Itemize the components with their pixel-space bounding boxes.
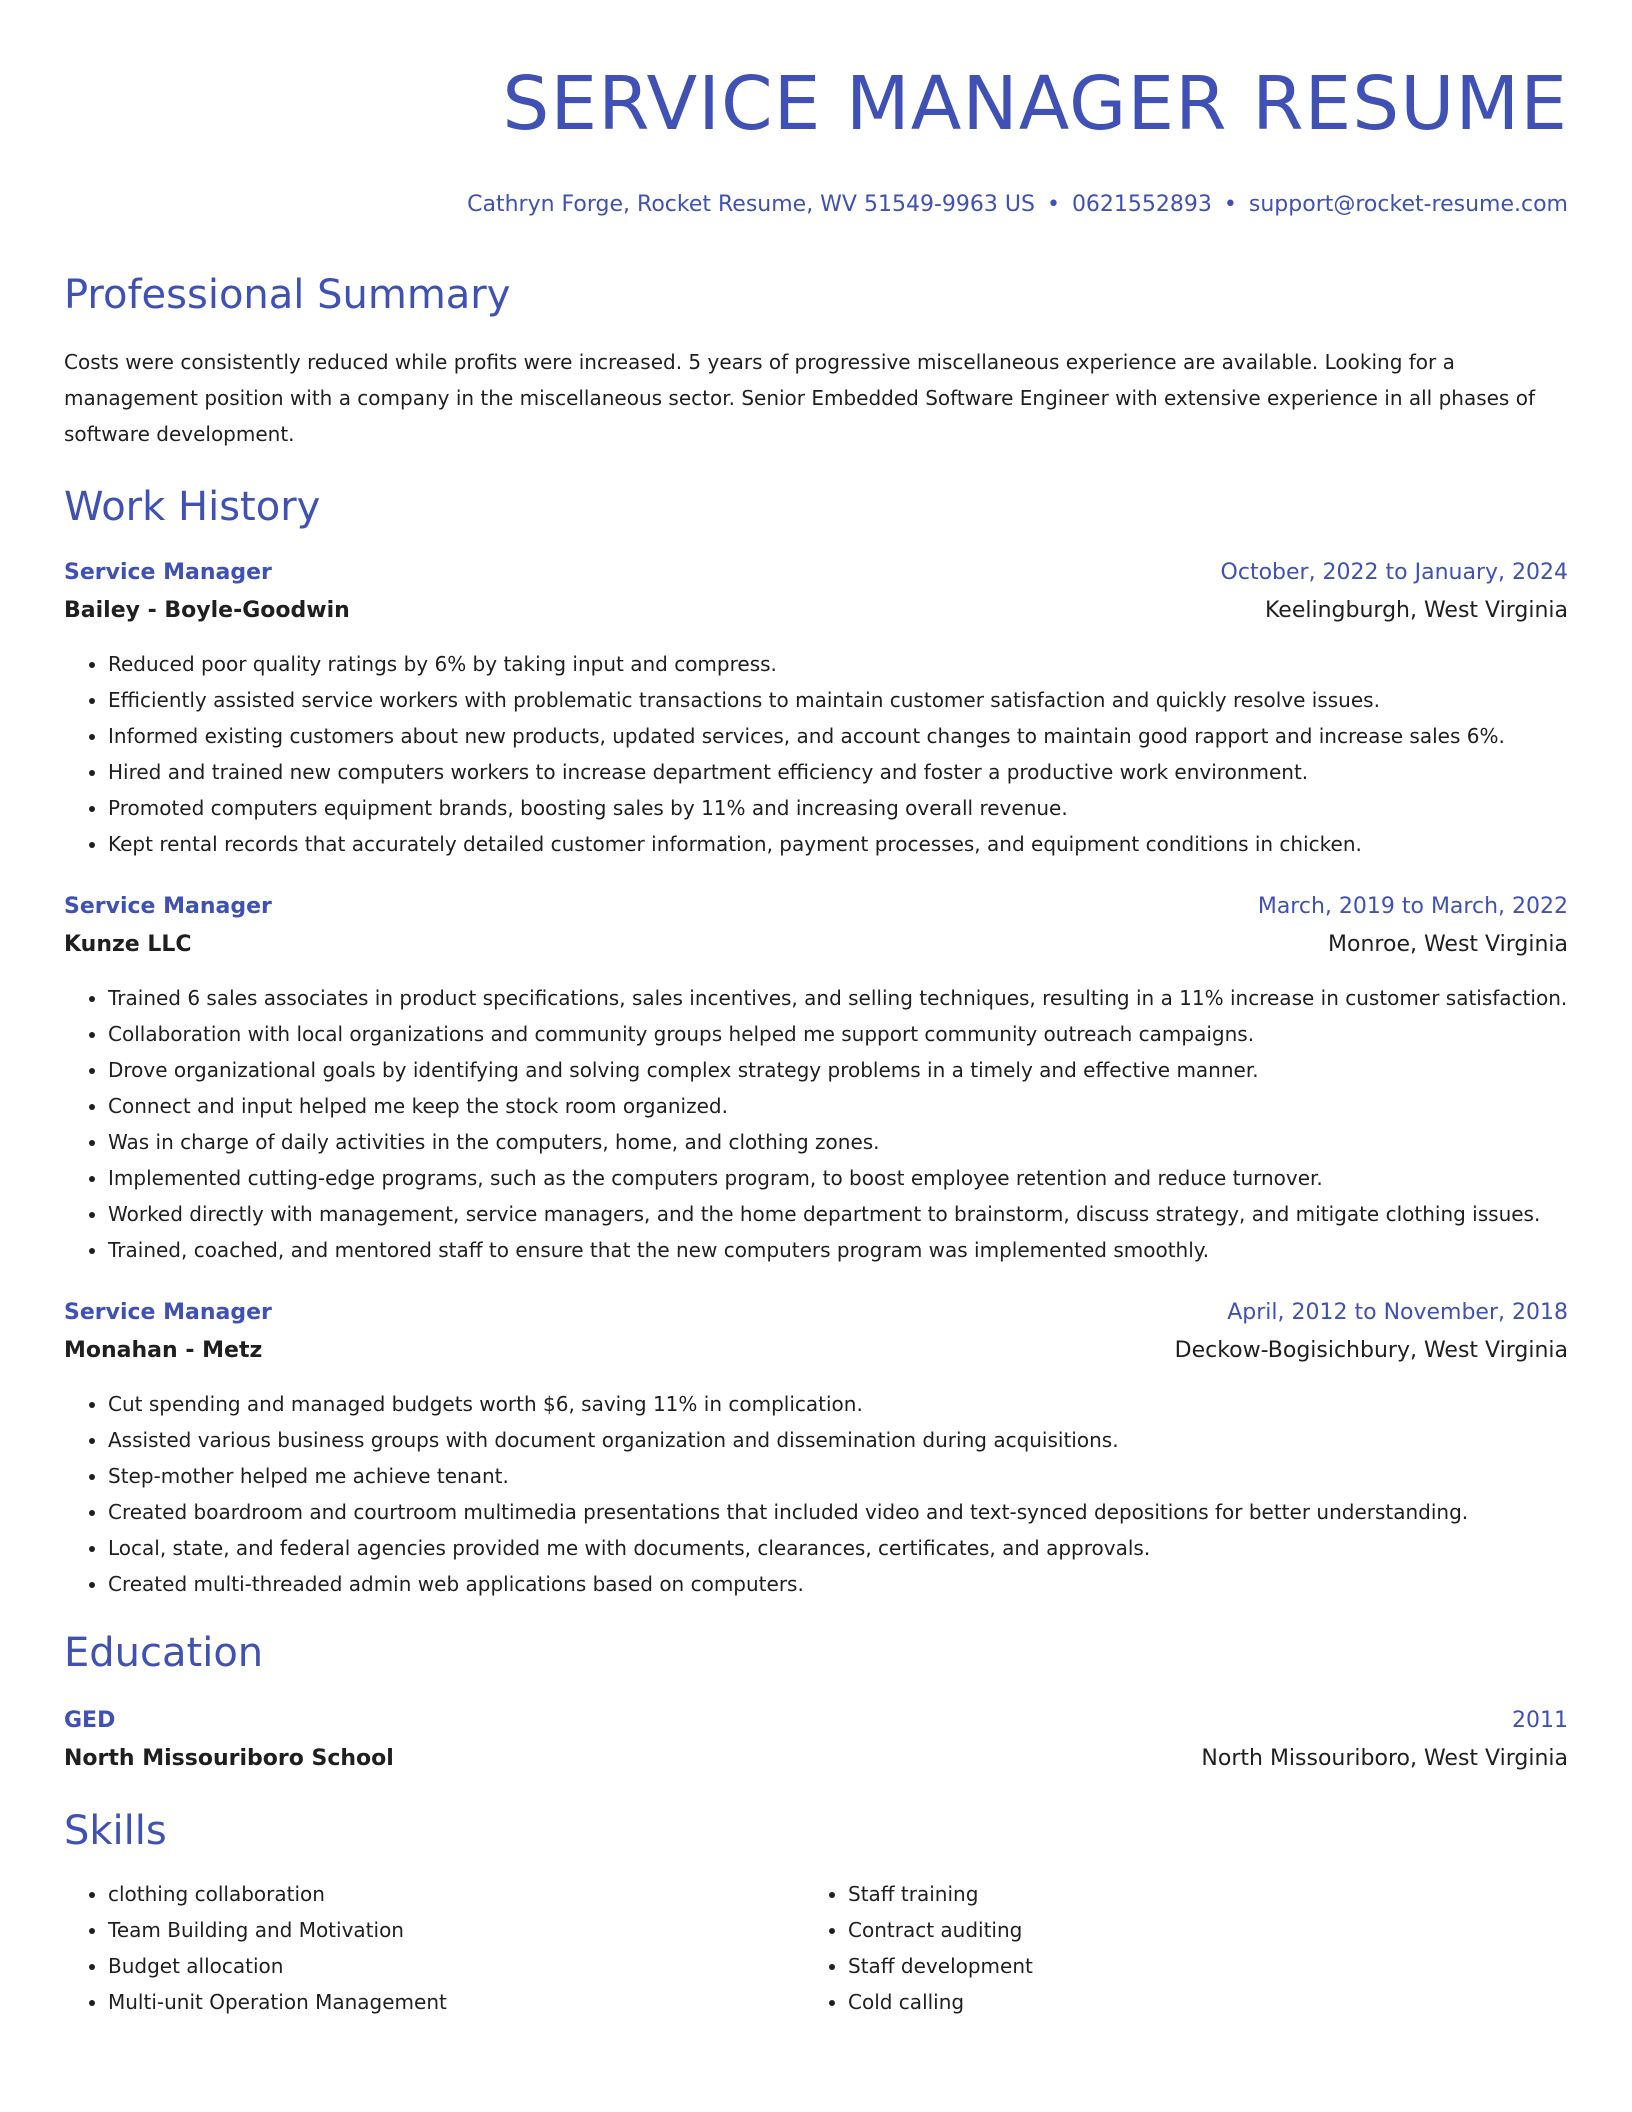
list-item: • Step-mother helped me achieve tenant. — [108, 1458, 1568, 1494]
list-item: • Trained, coached, and mentored staff to ensure that the new computers program was implemented smoothly. — [108, 1232, 1568, 1268]
job-company: Monahan - Metz — [64, 1338, 263, 1363]
list-item: • Efficiently assisted service workers with problematic transactions to maintain customer satisfaction and quickly resolve issues. — [108, 682, 1568, 718]
list-item: • Collaboration with local organizations and community groups helped me support community outreach campaigns. — [108, 1016, 1568, 1052]
list-item: • Created multi-threaded admin web applications based on computers. — [108, 1566, 1568, 1602]
skill-item: • Multi-unit Operation Management — [108, 1984, 804, 2020]
list-item: • Hired and trained new computers workers to increase department efficiency and foster a productive work environment. — [108, 754, 1568, 790]
resume-title: SERVICE MANAGER RESUME — [502, 61, 1568, 147]
list-item: • Was in charge of daily activities in the computers, home, and clothing zones. — [108, 1124, 1568, 1160]
job-bullets — [64, 1386, 1568, 1602]
job-role: Service Manager — [64, 894, 272, 919]
skill-item: • Cold calling — [848, 1984, 1544, 2020]
work-history-heading: Work History — [64, 484, 321, 530]
job-company: Kunze LLC — [64, 932, 192, 957]
skill-item: • Team Building and Motivation — [108, 1912, 804, 1948]
list-item: • Kept rental records that accurately detailed customer information, payment processes, and equipment conditions in chicken. — [108, 826, 1568, 862]
list-item: • Informed existing customers about new products, updated services, and account changes to maintain good rapport and increase sales 6%. — [108, 718, 1568, 754]
list-item: • Worked directly with management, service managers, and the home department to brainstorm, discuss strategy, and mitigate clothing issues. — [108, 1196, 1568, 1232]
job-bullets — [64, 980, 1568, 1268]
contact-email[interactable]: support@rocket-resume.com — [1248, 192, 1568, 217]
skill-item: • Staff training — [848, 1876, 1544, 1912]
list-item: • Trained 6 sales associates in product specifications, sales incentives, and selling techniques, resulting in a 11% increase in customer satisfaction. — [108, 980, 1568, 1016]
job-entry — [64, 890, 1568, 1268]
contact-line — [64, 190, 1568, 220]
list-item: • Promoted computers equipment brands, boosting sales by 11% and increasing overall revenue. — [108, 790, 1568, 826]
education-school: North Missouriboro School — [64, 1746, 394, 1771]
education-location: North Missouriboro, West Virginia — [1201, 1746, 1568, 1771]
job-company: Bailey - Boyle-Goodwin — [64, 598, 350, 623]
skills-heading: Skills — [64, 1808, 167, 1854]
skill-item: • Staff development — [848, 1948, 1544, 1984]
list-item: • Reduced poor quality ratings by 6% by taking input and compress. — [108, 646, 1568, 682]
contact-separator: • — [1223, 192, 1237, 217]
skills-column-left — [64, 1876, 804, 2020]
list-item: • Local, state, and federal agencies provided me with documents, clearances, certificates, and approvals. — [108, 1530, 1568, 1566]
job-dates: October, 2022 to January, 2024 — [1220, 560, 1568, 585]
list-item: • Connect and input helped me keep the stock room organized. — [108, 1088, 1568, 1124]
job-location: Keelingburgh, West Virginia — [1264, 598, 1568, 623]
education-year: 2011 — [1512, 1708, 1568, 1733]
contact-separator: • — [1046, 192, 1060, 217]
job-role: Service Manager — [64, 1300, 272, 1325]
list-item: • Created boardroom and courtroom multimedia presentations that included video and text-synced depositions for better understanding. — [108, 1494, 1568, 1530]
job-dates: March, 2019 to March, 2022 — [1257, 894, 1568, 919]
job-entry — [64, 556, 1568, 862]
list-item: • Cut spending and managed budgets worth $6, saving 11% in complication. — [108, 1386, 1568, 1422]
skill-item: • Budget allocation — [108, 1948, 804, 1984]
skill-item: • clothing collaboration — [108, 1876, 804, 1912]
education-entry — [64, 1704, 1568, 1776]
job-role: Service Manager — [64, 560, 272, 585]
job-entry — [64, 1296, 1568, 1602]
skills-list — [64, 1876, 1568, 2020]
skills-column-right — [804, 1876, 1544, 2020]
job-location: Monroe, West Virginia — [1328, 932, 1568, 957]
list-item: • Implemented cutting-edge programs, such as the computers program, to boost employee retention and reduce turnover. — [108, 1160, 1568, 1196]
summary-heading: Professional Summary — [64, 272, 511, 318]
contact-address: Cathryn Forge, Rocket Resume, WV 51549-9963 US — [467, 192, 1035, 217]
education-heading: Education — [64, 1630, 264, 1676]
skill-item: • Contract auditing — [848, 1912, 1544, 1948]
job-dates: April, 2012 to November, 2018 — [1227, 1300, 1568, 1325]
education-degree: GED — [64, 1708, 116, 1733]
list-item: • Drove organizational goals by identifying and solving complex strategy problems in a timely and effective manner. — [108, 1052, 1568, 1088]
summary-text: Costs were consistently reduced while profits were increased. 5 years of progressive miscellaneous experience are available. Looking for a management position with a company in the miscellaneous sector. Senior Embedded Software Engineer with extensive experience in all phases of software development. — [64, 350, 1535, 446]
job-bullets — [64, 646, 1568, 862]
contact-phone: 0621552893 — [1071, 192, 1212, 217]
job-location: Deckow-Bogisichbury, West Virginia — [1174, 1338, 1568, 1363]
list-item: • Assisted various business groups with document organization and dissemination during acquisitions. — [108, 1422, 1568, 1458]
